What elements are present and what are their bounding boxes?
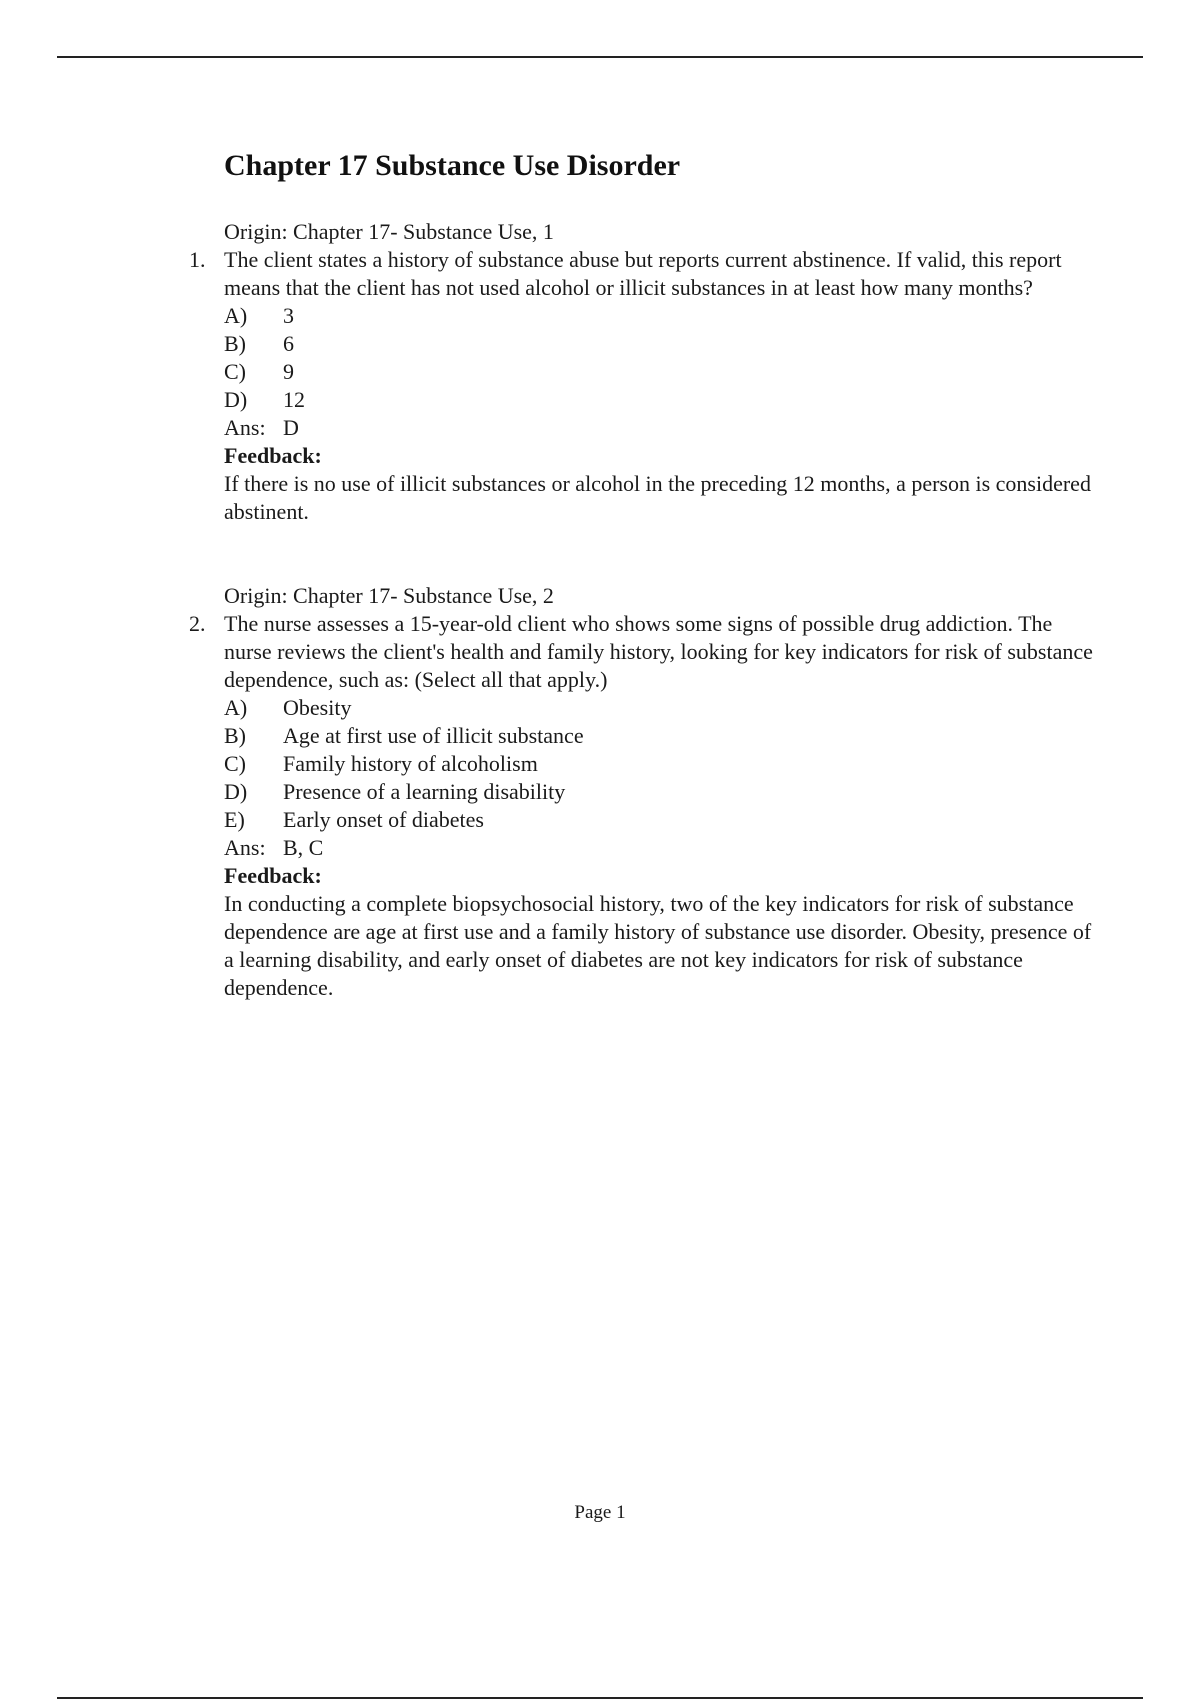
option-b — [224, 330, 1104, 358]
answer-options — [224, 302, 1104, 414]
chapter-title: Chapter 17 Substance Use Disorder — [224, 149, 681, 182]
option-d — [224, 778, 1104, 806]
answer-label: Ans: — [224, 415, 266, 440]
question-2 — [189, 582, 1104, 1002]
page-content — [189, 146, 1104, 1002]
option-letter: A) — [224, 303, 248, 328]
option-text: Family history of alcoholism — [283, 751, 538, 776]
header-rule — [57, 56, 1143, 58]
footer-rule — [57, 1697, 1143, 1699]
option-a — [224, 302, 1104, 330]
option-text: Obesity — [283, 695, 352, 720]
question-origin: Origin: Chapter 17- Substance Use, 2 — [224, 583, 554, 608]
answer-line — [224, 414, 1104, 442]
option-letter: D) — [224, 387, 248, 412]
page-number: Page 1 — [574, 1502, 626, 1523]
feedback-label: Feedback: — [224, 863, 322, 888]
option-letter: D) — [224, 779, 248, 804]
option-letter: B) — [224, 331, 246, 356]
option-c — [224, 358, 1104, 386]
option-text: 6 — [283, 331, 294, 356]
option-letter: C) — [224, 751, 246, 776]
feedback-label: Feedback: — [224, 443, 322, 468]
feedback-text: If there is no use of illicit substances or alcohol in the preceding 12 months, a person is considered abstinent. — [224, 471, 1091, 524]
option-text: Age at first use of illicit substance — [283, 723, 584, 748]
option-letter: A) — [224, 695, 248, 720]
option-d — [224, 386, 1104, 414]
feedback-text: In conducting a complete biopsychosocial history, two of the key indicators for risk of substance dependence are age at first use and a family history of substance use disorder. Obesity, presence of a learning disability, and early onset of diabetes are not key indicators for risk of substance dependence. — [224, 891, 1092, 1000]
question-origin: Origin: Chapter 17- Substance Use, 1 — [224, 219, 554, 244]
option-c — [224, 750, 1104, 778]
option-text: 3 — [283, 303, 294, 328]
option-a — [224, 694, 1104, 722]
answer-value: D — [283, 415, 299, 440]
question-stem-row — [189, 610, 1104, 694]
option-text: Early onset of diabetes — [283, 807, 484, 832]
question-stem: The nurse assesses a 15-year-old client who shows some signs of possible drug addiction. The nurse reviews the client's health and family history, looking for key indicators for risk of substance dependence, such as: (Select all that apply.) — [224, 611, 1093, 692]
option-text: 12 — [283, 387, 305, 412]
option-b — [224, 722, 1104, 750]
question-stem: The client states a history of substance abuse but reports current abstinence. If valid, this report means that the client has not used alcohol or illicit substances in at least how many months? — [224, 247, 1062, 300]
answer-value: B, C — [283, 835, 324, 860]
question-number: 1. — [189, 247, 206, 272]
answer-label: Ans: — [224, 835, 266, 860]
option-text: 9 — [283, 359, 294, 384]
question-stem-row — [189, 246, 1104, 302]
option-e — [224, 806, 1104, 834]
answer-line — [224, 834, 1104, 862]
question-number: 2. — [189, 611, 206, 636]
option-letter: C) — [224, 359, 246, 384]
option-letter: B) — [224, 723, 246, 748]
question-1 — [189, 218, 1104, 526]
answer-options — [224, 694, 1104, 834]
option-letter: E) — [224, 807, 245, 832]
option-text: Presence of a learning disability — [283, 779, 566, 804]
